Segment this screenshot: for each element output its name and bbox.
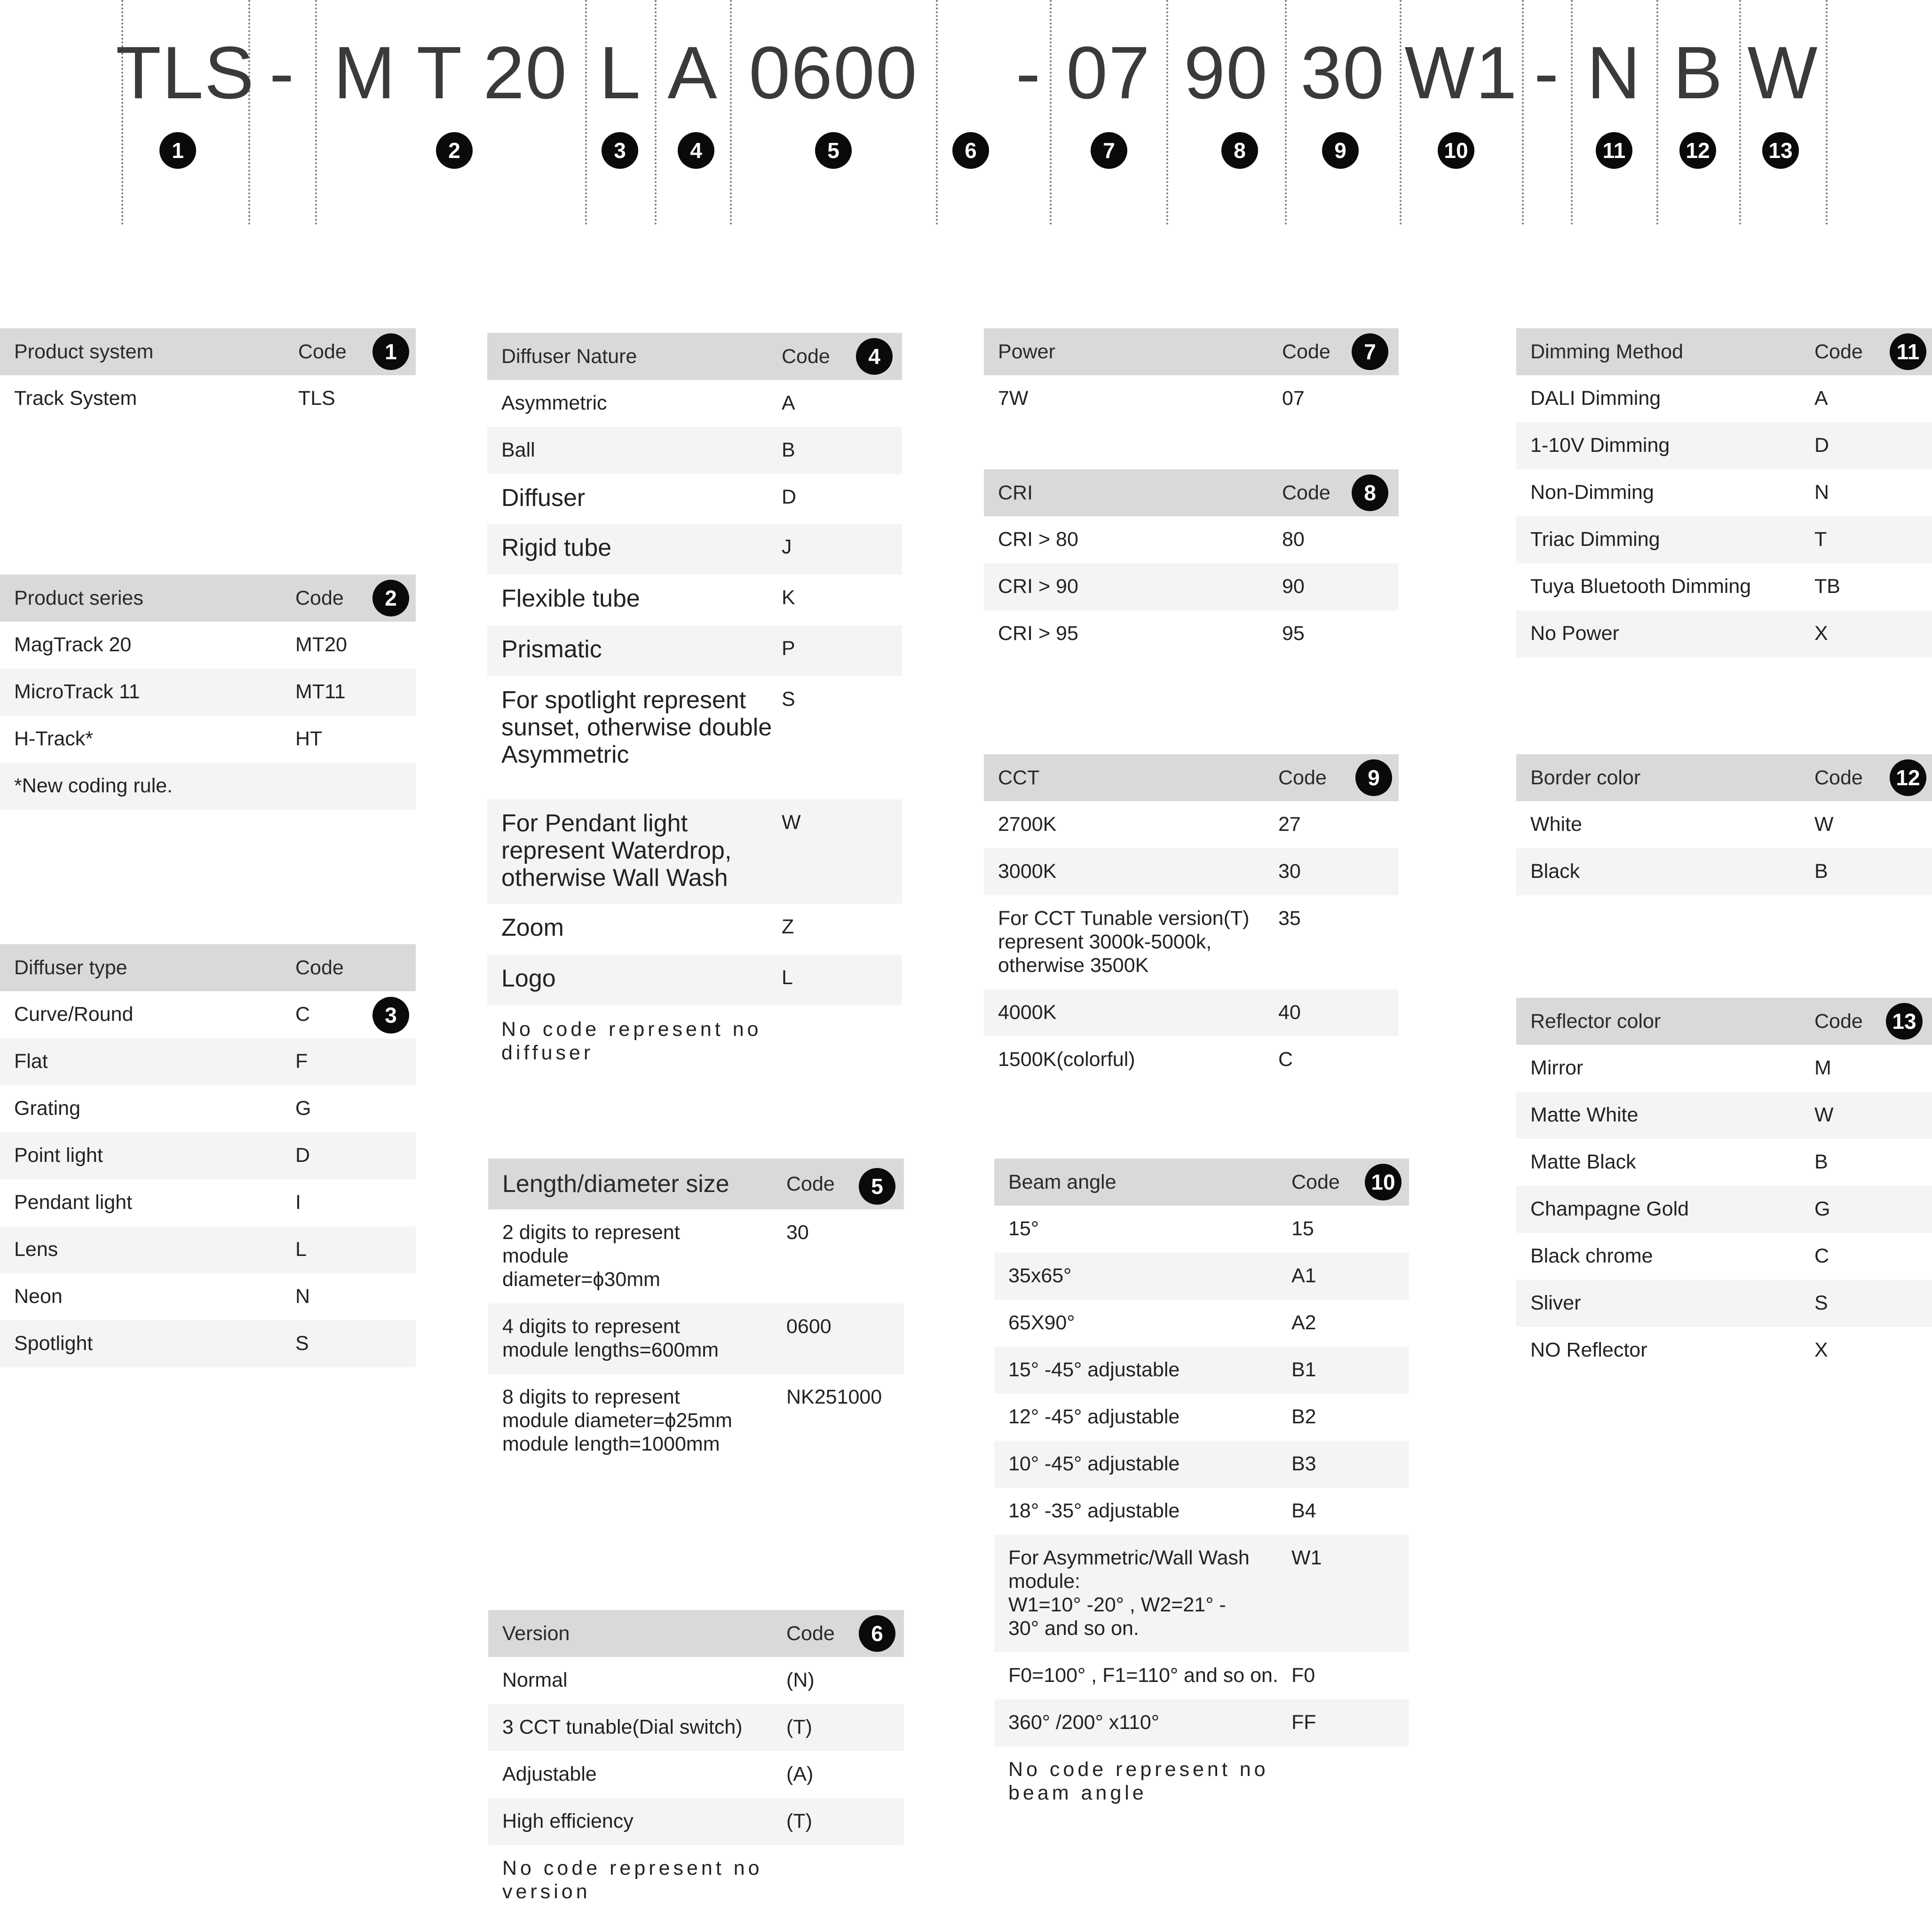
row-name: Lens: [14, 1238, 58, 1261]
table-row: [994, 1699, 1409, 1746]
row-code: B2: [1291, 1405, 1316, 1428]
note-text: No code represent no version: [502, 1857, 763, 1903]
table-row: [487, 575, 902, 625]
version-table: [488, 1610, 904, 1906]
row-name-continued: 30° and so on.: [1008, 1617, 1139, 1640]
column-header-code: Code: [1282, 481, 1330, 504]
badge-12: 12: [1890, 759, 1926, 796]
row-name: For spotlight represent sunset, otherwise double Asymmetric: [501, 687, 772, 768]
row-name: Logo: [501, 965, 556, 992]
badge-8: 8: [1221, 132, 1258, 169]
row-code: W: [1814, 813, 1834, 836]
table-row: [0, 1226, 416, 1273]
row-code: A: [1814, 387, 1828, 410]
row-code: W1: [1291, 1547, 1322, 1569]
column-header-name: Power: [998, 340, 1055, 363]
row-code: L: [295, 1238, 307, 1261]
row-name: Triac Dimming: [1530, 528, 1660, 551]
table-row: [1516, 516, 1932, 563]
row-code: N: [295, 1285, 310, 1308]
product-code-strip: [0, 0, 1932, 226]
row-name: 1-10V Dimming: [1530, 434, 1670, 457]
table-row: [984, 895, 1399, 989]
table-row: [1516, 801, 1932, 848]
row-code: N: [1814, 481, 1829, 504]
row-name: Tuya Bluetooth Dimming: [1530, 575, 1751, 598]
table-row: [994, 1394, 1409, 1441]
row-code: M: [1814, 1057, 1831, 1079]
badge-5: 5: [859, 1168, 895, 1205]
column-header-code: Code: [1814, 1010, 1863, 1033]
badge-5: 5: [815, 132, 852, 169]
column-header-code: Code: [1278, 766, 1327, 789]
table-row: [1516, 1045, 1932, 1092]
code-separator: -: [1015, 31, 1042, 114]
row-code: W: [1814, 1104, 1834, 1126]
table-row: [994, 1300, 1409, 1347]
row-name: Curve/Round: [14, 1003, 134, 1026]
row-code: K: [782, 586, 795, 609]
code-segment-10: W1: [1404, 31, 1518, 114]
row-code: S: [782, 688, 795, 710]
row-name: H-Track*: [14, 727, 94, 750]
table-row: [984, 516, 1399, 563]
code-segment-8: 90: [1184, 31, 1268, 114]
table-row: [1516, 1327, 1932, 1374]
table-row: [487, 676, 902, 799]
row-name: Rigid tube: [501, 534, 612, 561]
row-name: CRI > 90: [998, 575, 1078, 598]
row-name: Normal: [502, 1669, 568, 1691]
table-row: [994, 1652, 1409, 1699]
table-row: [488, 1374, 904, 1492]
column-header-code: Code: [1814, 340, 1863, 363]
row-name: DALI Dimming: [1530, 387, 1661, 410]
row-code: B4: [1291, 1500, 1316, 1522]
table-row: [487, 799, 902, 904]
row-code: X: [1814, 1339, 1828, 1361]
row-code: A1: [1291, 1264, 1316, 1287]
code-segment-3: L: [599, 31, 641, 114]
column-header-name: Version: [502, 1622, 570, 1645]
table-header: [0, 328, 416, 375]
column-header-name: Diffuser type: [14, 956, 127, 979]
row-code: (A): [786, 1763, 814, 1785]
code-segment-1: TLS: [116, 31, 255, 114]
length-diameter-table: [488, 1159, 904, 1492]
column-header-code: Code: [1282, 340, 1330, 363]
row-name: High efficiency: [502, 1810, 633, 1832]
badge-8: 8: [1352, 474, 1388, 511]
row-name: For CCT Tunable version(T) represent 3000k-5000k, otherwise 3500K: [998, 907, 1250, 977]
row-name: Flexible tube: [501, 585, 640, 612]
badge-13: 13: [1886, 1003, 1923, 1040]
table-row: [0, 1085, 416, 1132]
row-name: 7W: [998, 387, 1029, 410]
table-row: [487, 1005, 902, 1066]
badge-10: 10: [1438, 132, 1474, 169]
column-header-name: Reflector color: [1530, 1010, 1661, 1033]
row-name: 12° -45° adjustable: [1008, 1405, 1180, 1428]
dimming-method-table: [1516, 328, 1932, 657]
table-row: [1516, 1280, 1932, 1327]
row-name: 15° -45° adjustable: [1008, 1358, 1180, 1381]
table-row: [488, 1704, 904, 1751]
power-table: [984, 328, 1399, 422]
table-header: [0, 944, 416, 991]
table-row: [984, 610, 1399, 657]
row-name: 3000K: [998, 860, 1057, 883]
table-row: [487, 955, 902, 1005]
table-row: [487, 427, 902, 474]
table-row: [984, 1036, 1399, 1083]
row-code: (N): [786, 1669, 815, 1691]
table-header: [488, 1610, 904, 1657]
table-row: [1516, 1186, 1932, 1233]
row-name: 15°: [1008, 1217, 1039, 1240]
row-name-continued: W1=10° -20° , W2=21° -: [1008, 1594, 1226, 1616]
code-segment-12: B: [1673, 31, 1724, 114]
row-code: T: [1814, 528, 1827, 551]
table-row: [488, 1303, 904, 1374]
row-name: Adjustable: [502, 1763, 597, 1785]
row-code: S: [1814, 1292, 1828, 1314]
badge-4: 4: [678, 132, 714, 169]
table-row: [0, 1273, 416, 1320]
row-name: MicroTrack 11: [14, 680, 140, 703]
row-name: CRI > 95: [998, 622, 1078, 645]
row-code: I: [295, 1191, 301, 1214]
row-name: Flat: [14, 1050, 48, 1073]
beam-angle-table: [994, 1159, 1409, 1807]
table-row: [984, 563, 1399, 610]
column-header-name: CCT: [998, 766, 1040, 789]
row-name: F0=100° , F1=110° and so on.: [1008, 1664, 1278, 1687]
badge-11: 11: [1596, 132, 1632, 169]
table-row: [994, 1206, 1409, 1253]
row-code: D: [295, 1144, 310, 1167]
row-code: W: [782, 811, 801, 834]
table-row: [1516, 469, 1932, 516]
row-name: White: [1530, 813, 1582, 836]
table-row: [488, 1751, 904, 1798]
table-row: [984, 801, 1399, 848]
table-row: [0, 1179, 416, 1226]
row-name: Spotlight: [14, 1332, 93, 1355]
table-row: [1516, 563, 1932, 610]
row-name: 65X90°: [1008, 1311, 1075, 1334]
row-code: B: [1814, 860, 1828, 883]
table-header: [1516, 754, 1932, 801]
badge-7: 7: [1091, 132, 1127, 169]
table-row: [994, 1441, 1409, 1488]
column-header-code: Code: [298, 340, 347, 363]
row-name: 2700K: [998, 813, 1057, 836]
badge-4: 4: [856, 338, 893, 375]
row-code: B3: [1291, 1452, 1316, 1475]
row-name: Champagne Gold: [1530, 1198, 1689, 1220]
table-row: [1516, 848, 1932, 895]
badge-6: 6: [859, 1615, 895, 1652]
row-name: Matte Black: [1530, 1151, 1636, 1173]
badge-1: 1: [372, 333, 409, 370]
table-row: [488, 1657, 904, 1704]
badge-13: 13: [1762, 132, 1799, 169]
row-code: C: [1814, 1245, 1829, 1267]
cri-table: [984, 469, 1399, 657]
row-name: NO Reflector: [1530, 1339, 1647, 1361]
table-row: [994, 1746, 1409, 1807]
row-name: For Pendant light represent Waterdrop, otherwise Wall Wash: [501, 810, 732, 892]
code-separator: -: [1534, 31, 1560, 114]
row-code: 35: [1278, 907, 1301, 930]
row-name: Matte White: [1530, 1104, 1639, 1126]
row-code: P: [782, 637, 795, 660]
row-code: 0600: [786, 1315, 831, 1338]
table-row: [488, 1845, 904, 1906]
table-row: [984, 848, 1399, 895]
note-text: No code represent no beam angle: [1008, 1758, 1269, 1804]
column-header-code: Code: [1291, 1170, 1340, 1193]
table-header: [488, 1159, 904, 1209]
table-row: [487, 904, 902, 955]
row-name: 3 CCT tunable(Dial switch): [502, 1716, 743, 1738]
row-code: G: [295, 1097, 311, 1120]
table-header: [1516, 998, 1932, 1045]
row-code: J: [782, 536, 792, 558]
table-header: [984, 469, 1399, 516]
table-row: [487, 524, 902, 575]
table-row: [1516, 1139, 1932, 1186]
row-code: B: [782, 439, 795, 461]
row-name: 1500K(colorful): [998, 1048, 1135, 1071]
column-header-code: Code: [782, 345, 830, 368]
row-code: F0: [1291, 1664, 1315, 1687]
row-code: 95: [1282, 622, 1305, 645]
row-code: S: [295, 1332, 309, 1355]
row-name: 4 digits to represent module lengths=600mm: [502, 1315, 719, 1361]
table-row: [0, 716, 416, 763]
column-header-name: Beam angle: [1008, 1170, 1116, 1193]
table-row: [994, 1488, 1409, 1535]
row-code: B: [1814, 1151, 1828, 1173]
row-code: FF: [1291, 1711, 1316, 1734]
row-code: 40: [1278, 1001, 1301, 1024]
code-segment-2: M T 20: [333, 31, 568, 114]
badge-1: 1: [159, 132, 196, 169]
row-name: 35x65°: [1008, 1264, 1072, 1287]
row-code: 30: [1278, 860, 1301, 883]
badge-3: 3: [602, 132, 638, 169]
table-row: [1516, 422, 1932, 469]
row-code: F: [295, 1050, 308, 1073]
product-system-table: [0, 328, 416, 422]
row-code: TB: [1814, 575, 1840, 598]
badge-6: 6: [952, 132, 989, 169]
column-header-name: Border color: [1530, 766, 1641, 789]
row-code: 80: [1282, 528, 1305, 551]
table-row: [994, 1253, 1409, 1300]
table-header: [0, 575, 416, 622]
row-name: Zoom: [501, 914, 564, 941]
table-row: [1516, 1092, 1932, 1139]
badge-2: 2: [436, 132, 473, 169]
table-row: [984, 989, 1399, 1036]
badge-9: 9: [1322, 132, 1359, 169]
row-name: Neon: [14, 1285, 63, 1308]
row-name: No Power: [1530, 622, 1619, 645]
badge-10: 10: [1365, 1164, 1401, 1200]
table-header: [984, 328, 1399, 375]
badge-9: 9: [1355, 759, 1392, 796]
badge-7: 7: [1352, 333, 1388, 370]
row-code: (T): [786, 1716, 812, 1738]
column-header-name: Diffuser Nature: [501, 345, 637, 368]
badge-3: 3: [372, 997, 409, 1034]
code-segment-13: W: [1747, 31, 1819, 114]
row-name: Prismatic: [501, 636, 602, 663]
row-code: 15: [1291, 1217, 1314, 1240]
table-row: [984, 375, 1399, 422]
row-code: B1: [1291, 1358, 1316, 1381]
column-header-name: CRI: [998, 481, 1033, 504]
table-row: [994, 1535, 1409, 1652]
row-code: 30: [786, 1221, 809, 1244]
table-row: [0, 1320, 416, 1367]
divider-line: [1826, 0, 1828, 225]
table-row: [0, 375, 416, 422]
column-header-code: Code: [295, 586, 344, 609]
table-row: [0, 622, 416, 669]
table-row: [488, 1798, 904, 1845]
table-row: [487, 380, 902, 427]
table-row: [487, 474, 902, 524]
row-code: A: [782, 392, 795, 414]
table-row: [1516, 1233, 1932, 1280]
row-name: Black: [1530, 860, 1580, 883]
code-segment-4: A: [667, 31, 718, 114]
row-name: MagTrack 20: [14, 633, 132, 656]
row-code: HT: [295, 727, 323, 750]
row-code: 27: [1278, 813, 1301, 836]
column-header-code: Code: [786, 1622, 835, 1645]
table-row: [1516, 375, 1932, 422]
row-code: X: [1814, 622, 1828, 645]
badge-11: 11: [1890, 333, 1926, 370]
row-name: Point light: [14, 1144, 103, 1167]
row-name: 2 digits to represent module diameter=ϕ30mm: [502, 1221, 680, 1291]
row-name: Pendant light: [14, 1191, 133, 1214]
table-row: [994, 1347, 1409, 1394]
diffuser-type-table: [0, 944, 416, 1367]
row-name: For Asymmetric/Wall Wash module:: [1008, 1547, 1250, 1593]
column-header-name: Dimming Method: [1530, 340, 1683, 363]
row-code: NK251000: [786, 1386, 882, 1408]
table-header: [487, 333, 902, 380]
table-row: [487, 625, 902, 676]
border-color-table: [1516, 754, 1932, 895]
diffuser-nature-table: [487, 333, 902, 1066]
code-segment-7: 07: [1066, 31, 1151, 114]
row-code: C: [1278, 1048, 1293, 1071]
table-header: [984, 754, 1399, 801]
row-name: 360° /200° x110°: [1008, 1711, 1159, 1734]
column-header-name: Product series: [14, 586, 143, 609]
row-code: A2: [1291, 1311, 1316, 1334]
row-name: Asymmetric: [501, 392, 607, 414]
footnote: *New coding rule.: [14, 774, 173, 797]
row-code: MT20: [295, 633, 347, 656]
reflector-color-table: [1516, 998, 1932, 1374]
table-header: [994, 1159, 1409, 1206]
cct-table: [984, 754, 1399, 1083]
row-name: 10° -45° adjustable: [1008, 1452, 1180, 1475]
row-name: Grating: [14, 1097, 81, 1120]
row-code: Z: [782, 916, 794, 938]
row-code: 07: [1282, 387, 1305, 410]
row-name: Black chrome: [1530, 1245, 1653, 1267]
code-segment-9: 30: [1300, 31, 1385, 114]
note-text: No code represent no diffuser: [501, 1018, 762, 1064]
table-row: [0, 1038, 416, 1085]
row-code: (T): [786, 1810, 812, 1832]
table-row: [0, 763, 416, 810]
table-row: [488, 1209, 904, 1303]
row-code: 90: [1282, 575, 1305, 598]
row-name: CRI > 80: [998, 528, 1078, 551]
code-segment-5: 0600: [749, 31, 918, 114]
table-row: [0, 1132, 416, 1179]
badge-12: 12: [1679, 132, 1716, 169]
row-name: Non-Dimming: [1530, 481, 1654, 504]
row-name: Mirror: [1530, 1057, 1584, 1079]
row-code: D: [1814, 434, 1829, 457]
column-header-code: Code: [786, 1172, 835, 1195]
row-code: D: [782, 486, 797, 508]
table-row: [1516, 610, 1932, 657]
row-name: 4000K: [998, 1001, 1057, 1024]
row-code: G: [1814, 1198, 1830, 1220]
column-header-code: Code: [1814, 766, 1863, 789]
row-code: C: [295, 1003, 310, 1026]
row-name: 8 digits to represent module diameter=ϕ25mm module length=1000mm: [502, 1386, 732, 1455]
row-name: Track System: [14, 387, 137, 410]
row-code: MT11: [295, 680, 346, 703]
table-row: [0, 991, 416, 1038]
row-code: TLS: [298, 387, 335, 410]
code-separator: -: [269, 31, 295, 114]
table-row: [0, 669, 416, 716]
row-name: 18° -35° adjustable: [1008, 1500, 1180, 1522]
column-header-name: Length/diameter size: [502, 1170, 729, 1198]
product-series-table: [0, 575, 416, 810]
table-header: [1516, 328, 1932, 375]
row-code: L: [782, 966, 793, 989]
row-name: Diffuser: [501, 484, 586, 512]
badge-2: 2: [372, 580, 409, 616]
row-name: Sliver: [1530, 1292, 1581, 1314]
code-segment-11: N: [1586, 31, 1642, 114]
column-header-name: Product system: [14, 340, 154, 363]
column-header-code: Code: [295, 956, 344, 979]
row-name: Ball: [501, 439, 535, 461]
